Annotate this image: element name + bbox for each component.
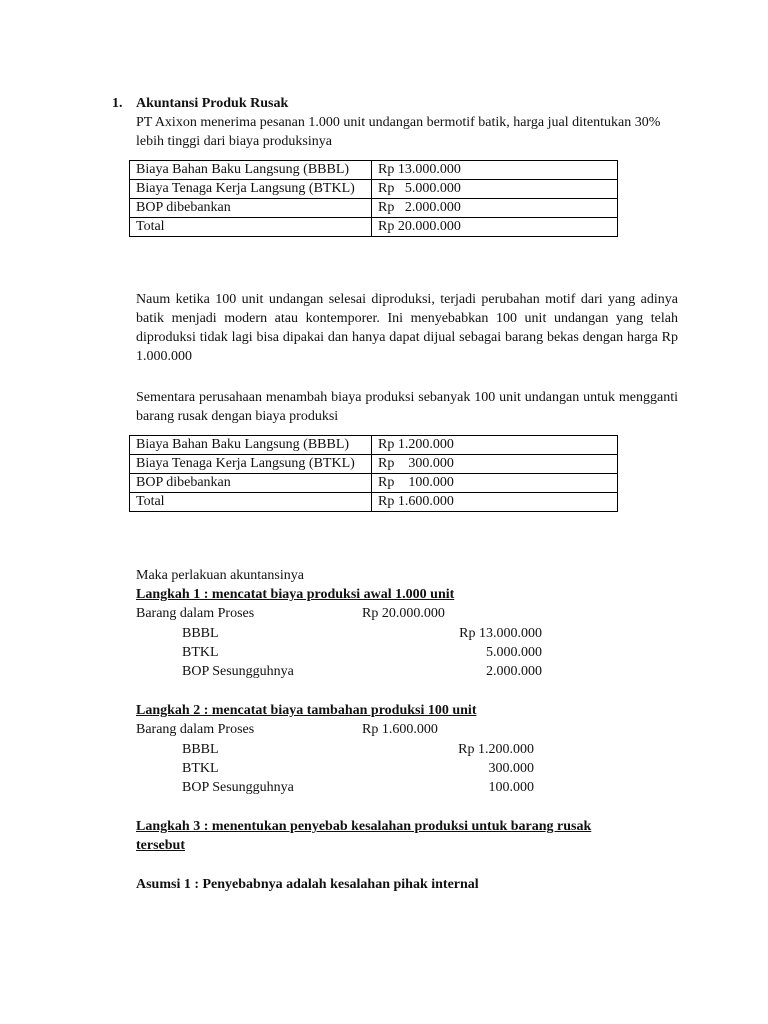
table-cell-value: Rp 5.000.000	[372, 180, 618, 199]
journal-debit-amount: Rp 20.000.000	[362, 606, 445, 621]
table-row	[130, 474, 618, 493]
journal-credit-amount: Rp 13.000.000	[459, 626, 542, 641]
table-cell-label: Biaya Tenaga Kerja Langsung (BTKL)	[130, 180, 372, 199]
table-row	[130, 493, 618, 512]
cost-table-initial	[129, 160, 618, 237]
table-row	[130, 199, 618, 218]
section-number: 1.	[112, 96, 123, 111]
table-cell-label: BOP dibebankan	[130, 199, 372, 218]
step2-heading: Langkah 2 : mencatat biaya tambahan produksi 100 unit	[136, 703, 477, 718]
journal-credit-account: BBBL	[182, 626, 219, 641]
table-cell-value: Rp 13.000.000	[372, 161, 618, 180]
table-row	[130, 180, 618, 199]
table-cell-label: Total	[130, 493, 372, 512]
assumption-1: Asumsi 1 : Penyebabnya adalah kesalahan pihak internal	[136, 877, 479, 892]
table-cell-label: Biaya Tenaga Kerja Langsung (BTKL)	[130, 455, 372, 474]
step3-heading-line1: Langkah 3 : menentukan penyebab kesalahan produksi untuk barang rusak	[136, 819, 592, 834]
table-row	[130, 161, 618, 180]
cost-table-additional	[129, 435, 618, 512]
journal-credit-amount: 100.000	[488, 780, 534, 795]
journal-credit-account: BOP Sesungguhnya	[182, 780, 294, 795]
journal-credit-account: BOP Sesungguhnya	[182, 664, 294, 679]
journal-credit-amount: 5.000.000	[486, 645, 542, 660]
journal-debit-account: Barang dalam Proses	[136, 722, 255, 737]
table-row	[130, 436, 618, 455]
table-cell-label: Biaya Bahan Baku Langsung (BBBL)	[130, 161, 372, 180]
table-cell-value: Rp 20.000.000	[372, 218, 618, 237]
table-cell-value: Rp 2.000.000	[372, 199, 618, 218]
step1-heading: Langkah 1 : mencatat biaya produksi awal 1.000 unit	[136, 587, 455, 602]
journal-debit-amount: Rp 1.600.000	[362, 722, 438, 737]
table-cell-label: BOP dibebankan	[130, 474, 372, 493]
journal-credit-account: BBBL	[182, 742, 219, 757]
table-cell-value: Rp 1.200.000	[372, 436, 618, 455]
table-row	[130, 455, 618, 474]
step3-heading-line2: tersebut	[136, 838, 185, 853]
table-cell-label: Biaya Bahan Baku Langsung (BBBL)	[130, 436, 372, 455]
intro-paragraph: PT Axixon menerima pesanan 1.000 unit undangan bermotif batik, harga jual ditentukan 30% lebih tinggi dari biaya produksinya	[136, 115, 661, 149]
section-title: Akuntansi Produk Rusak	[136, 96, 289, 111]
journal-debit-account: Barang dalam Proses	[136, 606, 255, 621]
journal-credit-amount: Rp 1.200.000	[458, 742, 534, 757]
treatment-intro: Maka perlakuan akuntansinya	[136, 568, 304, 583]
table-row	[130, 218, 618, 237]
table-cell-value: Rp 300.000	[372, 455, 618, 474]
journal-credit-account: BTKL	[182, 761, 219, 776]
table-cell-label: Total	[130, 218, 372, 237]
journal-credit-account: BTKL	[182, 645, 219, 660]
journal-credit-amount: 2.000.000	[486, 664, 542, 679]
paragraph-additional-cost: Sementara perusahaan menambah biaya produksi sebanyak 100 unit undangan untuk mengganti barang rusak dengan biaya produksi	[136, 390, 678, 424]
paragraph-defect: Naum ketika 100 unit undangan selesai diproduksi, terjadi perubahan motif dari yang adinya batik menjadi modern atau kontemporer. Ini menyebabkan 100 unit undangan yang telah diproduksi tidak lagi bisa dipakai dan hanya dapat dijual sebagai barang bekas dengan harga Rp 1.000.000	[136, 292, 678, 364]
table-cell-value: Rp 1.600.000	[372, 493, 618, 512]
table-cell-value: Rp 100.000	[372, 474, 618, 493]
journal-credit-amount: 300.000	[488, 761, 534, 776]
